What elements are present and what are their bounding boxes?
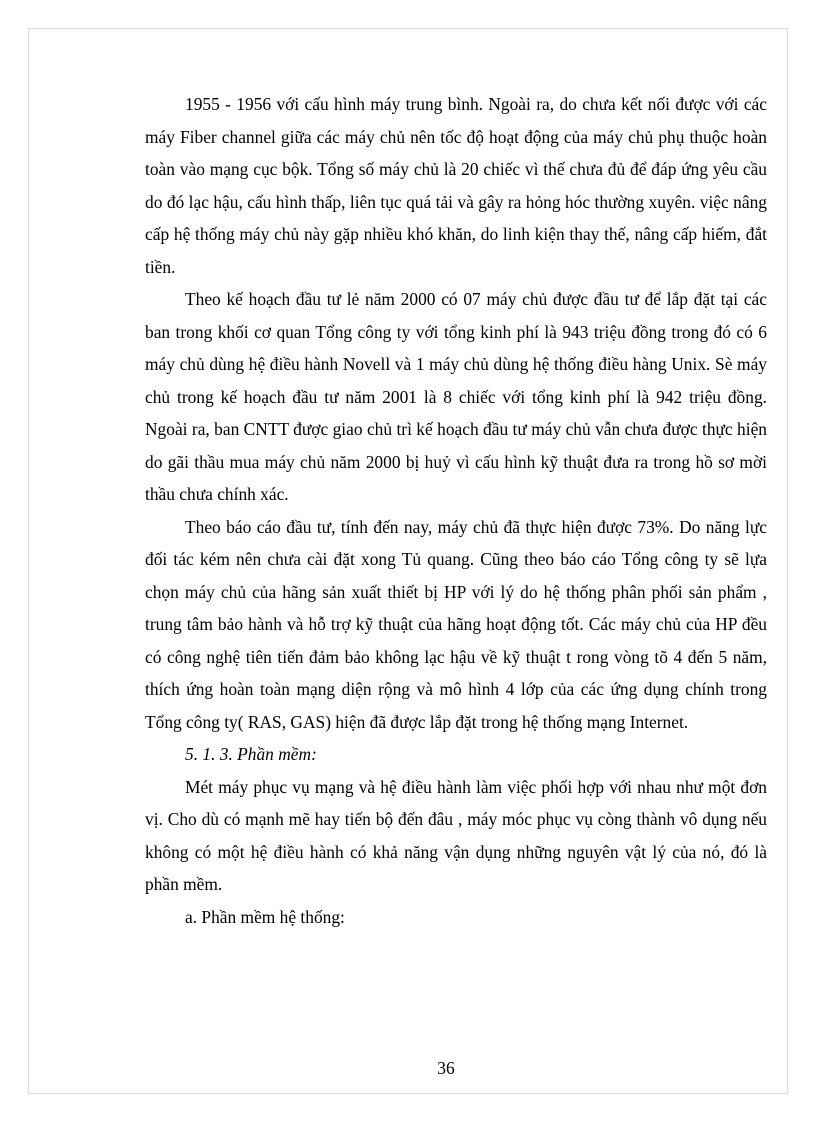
paragraph-investment-plan: Theo kế hoạch đầu tư lẻ năm 2000 có 07 máy chủ được đầu tư để lắp đặt tại các ban trong khối cơ quan Tổng công ty với tổng kinh phí là 943 triệu đồng trong đó có 6 máy chủ dùng hệ điều hành Novell và 1 máy chủ dùng hệ thống điều hàng Unix. Sè máy chủ trong kế hoạch đầu tư năm 2001 là 8 chiếc với tổng kinh phí là 942 triệu đồng. Ngoài ra, ban CNTT được giao chủ trì kế hoạch đầu tư máy chủ vẫn chưa được thực hiện do gãi thầu mua máy chủ năm 2000 bị huỷ vì cấu hình kỹ thuật đưa ra trong hồ sơ mời thầu chưa chính xác. [145, 289, 767, 504]
subheading-system-software: a. Phần mềm hệ thống: [185, 906, 345, 927]
page-number: 36 [437, 1058, 455, 1078]
paragraph-software-intro: Mét máy phục vụ mạng và hệ điều hành làm việc phối hợp với nhau như một đơn vị. Cho dù có mạnh mẽ hay tiến bộ đến đâu , máy móc phục vụ còng thành vô dụng nếu không có một hệ điều hành có khả năng vận dụng những nguyên vật lý của nó, đó là phần mềm. [145, 776, 767, 894]
paragraph-investment-report: Theo báo cáo đầu tư, tính đến nay, máy chủ đã thực hiện được 73%. Do năng lực đối tác kém nên chưa cài đặt xong Tủ quang. Cũng theo báo cáo Tổng công ty sẽ lựa chọn máy chủ của hãng sản xuất thiết bị HP với lý do hệ thống phân phối sản phẩm , trung tâm bảo hành và hỗ trợ kỹ thuật của hãng hoạt động tốt. Các máy chủ của HP đều có công nghệ tiên tiến đảm bảo không lạc hậu về kỹ thuật t rong vòng tõ 4 đến 5 năm, thích ứng hoàn toàn mạng diện rộng và mô hình 4 lớp của các ứng dụng chính trong Tổng công ty( RAS, GAS) hiện đã được lắp đặt trong hệ thống mạng Internet. [145, 516, 767, 732]
document-body [145, 88, 767, 933]
section-heading-software: 5. 1. 3. Phần mềm: [185, 744, 317, 764]
paragraph-server-configuration: 1955 - 1956 với cấu hình máy trung bình. Ngoài ra, do chưa kết nối được với các máy Fiber channel giữa các máy chủ nên tốc độ hoạt động của máy chủ phụ thuộc hoàn toàn vào mạng cục bộk. Tổng số máy chủ là 20 chiếc vì thế chưa đủ để đáp ứng yêu cầu do đó lạc hậu, cấu hình thấp, liên tục quá tải và gây ra hỏng hóc thường xuyên. việc nâng cấp hệ thống máy chủ này gặp nhiều khó khăn, do linh kiện thay thế, nâng cấp hiếm, đắt tiền. [145, 94, 767, 277]
